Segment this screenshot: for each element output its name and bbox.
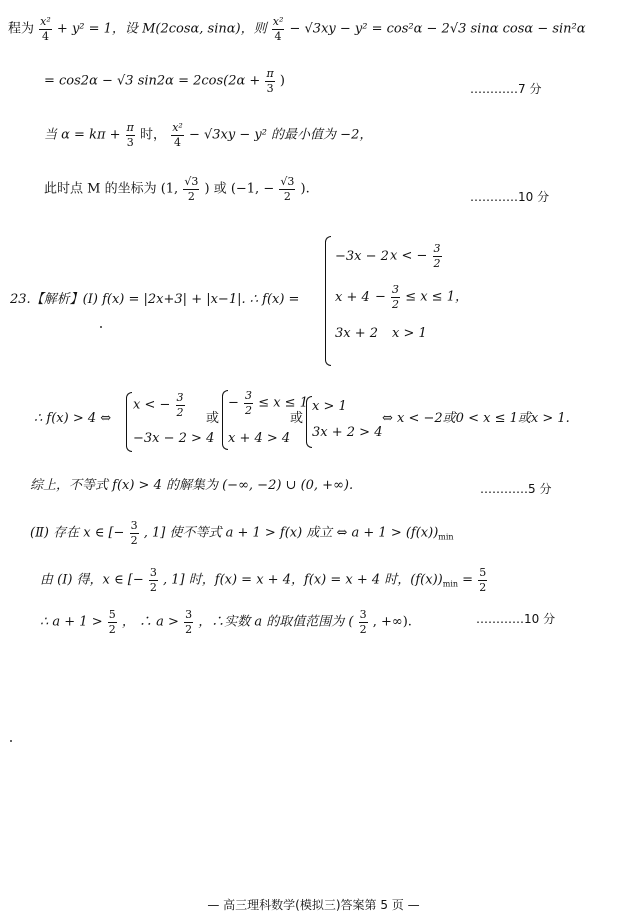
- score-10: …………10 分: [470, 190, 550, 204]
- fraction-sqrt3-over-2: $\frac{√3}{2}$: [280, 175, 295, 203]
- case1-expr: −3x − 2: [335, 249, 389, 264]
- text: + y² = 1，设 M(2cosα, sinα)，则: [56, 21, 267, 37]
- fraction-pi-over-3: $\frac{\pi}{3}$: [266, 67, 274, 95]
- summary-solution-set: 综上，不等式 f(x) > 4 的解集为 (−∞, −2) ∪ (0, +∞).: [30, 478, 354, 493]
- text: 此时点 M 的坐标为 (1,: [44, 181, 179, 197]
- text: ≤ x ≤ 1: [258, 395, 308, 411]
- score-7: …………7 分: [470, 82, 542, 96]
- fraction-3-over-2: $\frac{3}{2}$: [392, 283, 400, 311]
- text: − √3xy − y² = cos²α − 2√3 sinα cosα − sin²α: [289, 21, 586, 37]
- text: 当 α = kπ +: [44, 127, 121, 143]
- or-2: 或: [290, 411, 304, 426]
- subscript-min: min: [438, 532, 454, 542]
- sys1-brace: [126, 392, 132, 452]
- text: ).: [300, 181, 310, 197]
- line-cos-identity: [44, 68, 285, 94]
- score-10b: …………10 分: [476, 612, 556, 626]
- part2-statement: [30, 520, 454, 546]
- text: ≤ x ≤ 1，: [405, 289, 468, 305]
- fraction-5-over-2: $\frac{5}{2}$: [479, 566, 487, 594]
- fraction-3-over-2: $\frac{3}{2}$: [149, 566, 157, 594]
- text: ): [279, 73, 285, 89]
- q23-head: [10, 293, 299, 306]
- text: − √3xy − y² 的最小值为 −2，: [188, 127, 373, 143]
- fraction-3-over-2: $\frac{3}{2}$: [130, 519, 138, 547]
- fraction-3-over-2: $\frac{3}{2}$: [433, 242, 441, 270]
- sys3-top: x > 1: [312, 399, 347, 414]
- sys1-top: [133, 392, 186, 418]
- part2-derivation: [40, 567, 488, 593]
- text: −: [375, 289, 386, 305]
- subscript-min: min: [442, 579, 459, 589]
- text: , 1] 时，f(x) = x + 4，f(x) = x + 4 时，(f(x)): [163, 572, 443, 588]
- case2-cond: [375, 284, 468, 310]
- part2-conclusion: [40, 609, 412, 635]
- fraction-sqrt3-over-2: $\frac{√3}{2}$: [184, 175, 199, 203]
- fraction-3-over-2: $\frac{3}{2}$: [245, 389, 253, 417]
- case3-cond: x > 1: [392, 326, 427, 341]
- case1-cond: [390, 243, 443, 269]
- text: , +∞).: [372, 614, 412, 630]
- case3-expr: 3x + 2: [335, 326, 379, 341]
- case2-expr: x + 4: [335, 290, 370, 305]
- sys-lead: ∴ f(x) > 4 ⇔: [34, 411, 112, 426]
- fraction-x2-over-4: $\frac{\text{x²}}{4}$: [272, 15, 284, 43]
- text: 23.【解析】(Ⅰ) f(x) = |2x+3| + |x−1|. ∴ f(x) =: [10, 292, 300, 307]
- line-point-coordinates: [44, 176, 310, 202]
- sys1-bottom: −3x − 2 > 4: [133, 431, 215, 446]
- sys3-bottom: 3x + 2 > 4: [312, 425, 383, 440]
- fraction-5-over-2: $\frac{5}{2}$: [108, 608, 116, 636]
- text: x < −: [133, 397, 171, 413]
- line-ellipse-param: [8, 16, 586, 42]
- text: x < −: [390, 248, 428, 264]
- speck: [10, 740, 12, 742]
- text: = cos2α − √3 sin2α = 2cos(2α +: [44, 73, 261, 89]
- speck: [100, 326, 102, 328]
- fraction-x2-over-4: $\frac{\text{x²}}{4}$: [40, 15, 51, 43]
- fraction-3-over-2: $\frac{3}{2}$: [359, 608, 367, 636]
- page-footer: — 高三理科数学(模拟三)答案第 5 页 —: [207, 898, 420, 912]
- text: ) 或 (−1, −: [204, 181, 275, 197]
- text: ，∴实数 a 的取值范围为 (: [198, 614, 354, 630]
- fraction-3-over-2: $\frac{3}{2}$: [185, 608, 193, 636]
- text: 程为: [8, 21, 35, 37]
- text: −: [228, 395, 239, 411]
- or-1: 或: [206, 411, 220, 426]
- fraction-3-over-2: $\frac{3}{2}$: [176, 391, 184, 419]
- text: ， ∴ a >: [121, 614, 179, 630]
- text: 由 (Ⅰ) 得，x ∈ [−: [40, 572, 144, 588]
- sys2-bottom: x + 4 > 4: [228, 431, 291, 446]
- text: 时，: [140, 127, 167, 143]
- fraction-x2-over-4: $\frac{\text{x²}}{4}$: [172, 121, 183, 149]
- sys-tail: ⇔ x < −2或0 < x ≤ 1或x > 1.: [382, 411, 570, 426]
- text: (Ⅱ) 存在 x ∈ [−: [30, 525, 125, 541]
- fraction-pi-over-3: $\frac{\pi}{3}$: [126, 121, 134, 149]
- score-5: …………5 分: [480, 482, 552, 496]
- text: , 1] 使不等式 a + 1 > f(x) 成立 ⇔ a + 1 > (f(x)): [143, 525, 439, 541]
- text: =: [462, 572, 474, 588]
- piecewise-brace: [325, 236, 331, 366]
- text: ∴ a + 1 >: [40, 614, 103, 630]
- line-min-value: [44, 122, 372, 148]
